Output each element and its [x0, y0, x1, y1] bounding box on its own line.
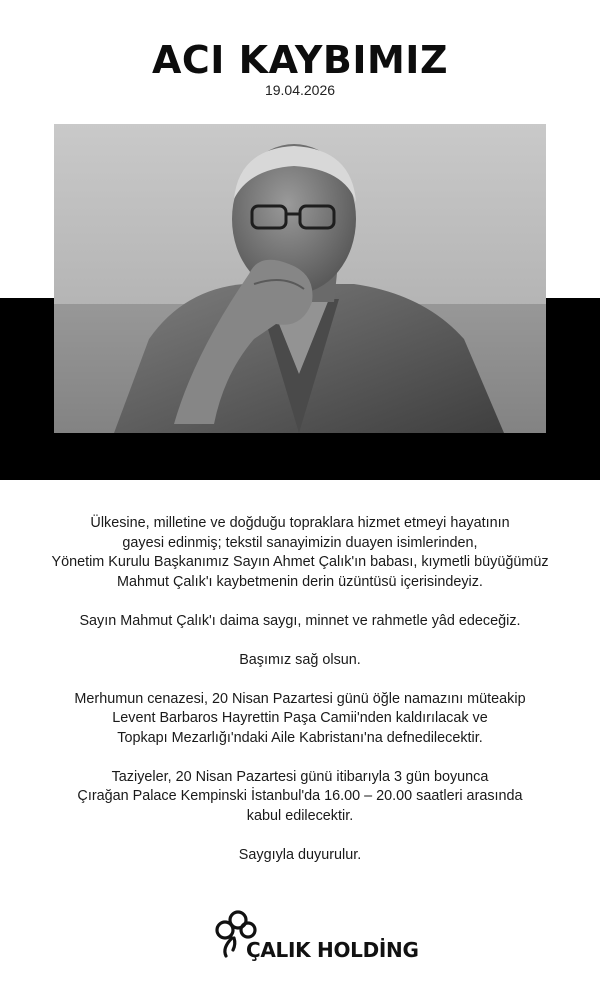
message-line: Yönetim Kurulu Başkanımız Sayın Ahmet Çalık'ın babası, kıymetli büyüğümüz [51, 554, 549, 570]
message-line: Topkapı Mezarlığı'ndaki Aile Kabristanı'na defnedilecektir. [117, 729, 483, 746]
message-line: Levent Barbaros Hayrettin Paşa Camii'nden kaldırılacak ve [112, 710, 488, 726]
message-paragraph [30, 768, 570, 827]
message-line: Çırağan Palace Kempinski İstanbul'da 16.00 – 20.00 saatleri arasında [77, 788, 523, 804]
message-body [30, 514, 570, 885]
message-paragraph [30, 612, 570, 632]
message-paragraph [30, 690, 570, 749]
message-paragraph [30, 514, 570, 592]
message-line: Başımız sağ olsun. [239, 651, 361, 668]
message-line: kabul edilecektir. [246, 807, 354, 824]
message-paragraph [30, 651, 570, 671]
message-line: Mahmut Çalık'ı kaybetmenin derin üzüntüsü içerisindeyiz. [117, 573, 483, 590]
message-line: Taziyeler, 20 Nisan Pazartesi günü itibarıyla 3 gün boyunca [111, 768, 489, 785]
company-name: ÇALIK HOLDİNG [246, 938, 419, 962]
message-line: gayesi edinmiş; tekstil sanayimizin duayen isimlerinden, [122, 534, 478, 551]
notice-date: 19.04.2026 [264, 82, 336, 98]
message-line: Sayın Mahmut Çalık'ı daima saygı, minnet ve rahmetle yâd edeceğiz. [79, 612, 521, 629]
message-line: Merhumun cenazesi, 20 Nisan Pazartesi günü öğle namazını müteakip [74, 690, 526, 707]
page-title: ACI KAYBIMIZ [151, 38, 448, 82]
message-line: Ülkesine, milletine ve doğduğu topraklara hizmet etmeyi hayatının [90, 515, 510, 531]
message-line: Saygıyla duyurulur. [238, 846, 362, 863]
portrait-image [54, 124, 546, 433]
company-logo [212, 908, 419, 964]
message-paragraph [30, 846, 570, 866]
portrait-photo [54, 124, 546, 433]
